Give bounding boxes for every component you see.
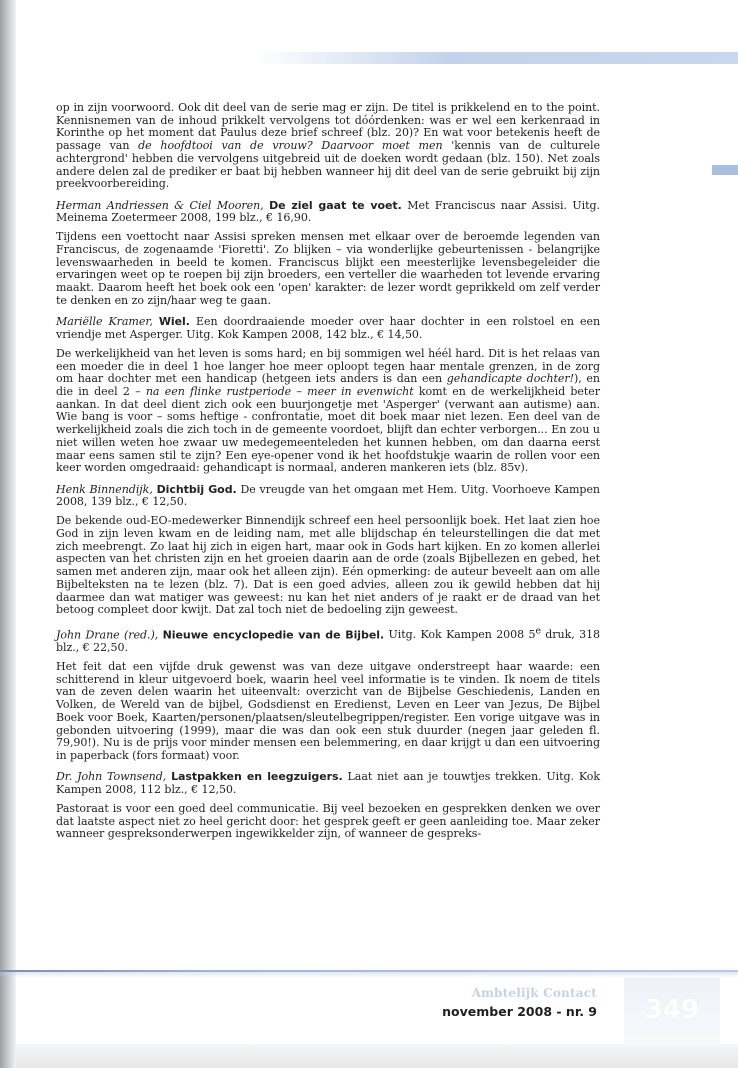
review-title: Lastpakken en leegzuigers. (171, 770, 343, 784)
review-details: De vreugde van het omgaan met Hem. Uitg. Voorhoeve Kampen 2008, 139 blz., € 12,50. (56, 482, 601, 509)
review-heading-5 (56, 771, 600, 796)
article-body (56, 102, 600, 850)
review-author: Dr. John Townsend, (56, 770, 167, 784)
page-number: 349 (644, 995, 700, 1025)
review-author: Herman Andriessen & Ciel Mooren, (56, 198, 264, 212)
review-details: Uitg. Kok Kampen 2008 5e druk, 318 blz., € 22,50. (56, 625, 601, 654)
review-title: Wiel. (158, 315, 190, 329)
review-body-5: Pastoraat is voor een goed deel communicatie. Bij veel bezoeken en gesprekken denken we over dat laatste aspect niet zo heel gericht door: het gesprek geeft er geen aanleiding toe. Maar zeker wanneer gespreksonderwerpen ingewikkelder zijn, of wanneer de gespreks- (56, 802, 600, 841)
header-band (255, 52, 738, 64)
review-body-2: De werkelijkheid van het leven is soms hard; en bij sommigen wel héél hard. Dit is het relaas van een moeder die in deel 1 hoe langer hoe meer oploopt tegen haar mentale grenzen, in de zorg om haar dochter met een handicap (hetgeen iets anders is dan een gehandicapte dochter!), en die in deel 2 – na een flinke rustperiode – meer in evenwicht komt en de werkelijkheid beter aankan. In dat deel dient zich ook een buurjongetje met 'Asperger' (verwant aan autisme) aan. Wie bang is voor – soms heftige - confrontatie, moet dit boek maar niet lezen. Een deel van de werkelijkheid zoals die zich toch in de gemeente voordoet, blijft dan echter verborgen... En zou u niet willen weten hoe zwaar uw medegemeenteleden het kunnen hebben, om dan daarna eerst maar eens samen stil te zijn? Een eye-opener vond ik het hoofdstukje waarin de rollen voor een keer worden omgedraaid: gehandicapt is normaal, anderen mankeren iets (blz. 85v). (56, 346, 601, 475)
issue-label: november 2008 - nr. 9 (442, 1004, 597, 1019)
review-details: Met Franciscus naar Assisi. Uitg. Meinema Zoetermeer 2008, 199 blz., € 16,90. (56, 198, 601, 225)
review-body-3: De bekende oud-EO-medewerker Binnendijk schreef een heel persoonlijk boek. Het laat zien hoe God in zijn leven kwam en de leiding nam, met alle blijdschap én teleurstellingen die dat met zich meebrengt. Zo laat hij zich in eigen hart, maar ook in Gods hart kijken. En zo komen allerlei aspecten van het christen zijn en het groeien daarin aan de orde (zoals Bijbellezen en gebed, het samen met anderen zijn, maar ook het alleen zijn). Eén opmerking: de auteur beveelt aan om alle Bijbelteksten na te lezen (blz. 7). Dat is een goed advies, alleen zou ik gewild hebben dat hij daarmee dan wat matiger was geweest: nu kan het niet anders of je raakt er de draad van het betoog compleet door kwijt. Dat zal toch niet de bedoeling zijn geweest. (56, 514, 600, 617)
magazine-name: Ambtelijk Contact (471, 986, 597, 1000)
review-details: Laat niet aan je touwtjes trekken. Uitg. Kok Kampen 2008, 112 blz., € 12,50. (56, 770, 600, 796)
margin-tab-marker (712, 165, 738, 175)
review-author: Henk Binnendijk, (56, 482, 153, 496)
page-edge (0, 0, 16, 1068)
intro-paragraph: op in zijn voorwoord. Ook dit deel van de serie mag er zijn. De titel is prikkelend en to the point. Kennisnemen van de inhoud prikkelt vervolgens tot dóórdenken: was er wel een kerkenraad in Korinthe op het moment dat Paulus deze brief schreef (blz. 20)? En wat voor betekenis heeft de passage van de hoofdtooi van de vrouw? Daarvoor moet men 'kennis van de culturele achtergrond' hebben die vervolgens uitgebreid uit de doeken wordt gedaan (blz. 150). Net zoals andere delen zal de prediker er baat bij hebben wanneer hij dit deel van de serie gebruikt bij zijn preekvoorbereiding. (56, 101, 600, 191)
review-author: Mariëlle Kramer, (56, 315, 153, 329)
review-title: De ziel gaat te voet. (269, 198, 402, 212)
review-title: Nieuwe encyclopedie van de Bijbel. (162, 628, 385, 642)
bottom-edge (16, 1044, 738, 1068)
review-body-4: Het feit dat een vijfde druk gewenst was van deze uitgave onderstreept haar waarde: een schitterend in kleur uitgevoerd boek, waarin heel veel informatie is te vinden. Ik noem de titels van de zeven delen waarin het uiteenvalt: overzicht van de Bijbelse Geschiedenis, Landen en Volken, de Wereld van de bijbel, Godsdienst en Eredienst, Leven en Leer van Jezus, De Bijbel Boek voor Boek, Kaarten/personen/plaatsen/sleutelbegrippen/register. Een vorige uitgave was in gebonden uitvoering (1999), maar die was dan ook een stuk duurder (negen jaar geleden fl. 79,90!). Nu is de prijs voor minder mensen een belemmering, en daar krijgt u dan een uitvoering in paperback (fors formaat) voor. (56, 660, 600, 762)
review-body-1: Tijdens een voettocht naar Assisi spreken mensen met elkaar over de beroemde legenden van Franciscus, de zogenaamde 'Fioretti'. Zo blijken – via wonderlijke gebeurtenissen - belangrijke levenswaarheden in beeld te komen. Franciscus blijkt een meesterlijke levensbegeleider die ervaringen weet op te roepen bij zijn broeders, een verteller die waarheden tot levende ervaring maakt. Daarom heeft het boek ook een 'open' karakter: de lezer wordt geprikkeld om zelf verder te denken en zo zijn/haar weg te gaan. (56, 230, 600, 307)
review-heading-2 (56, 316, 600, 341)
review-heading-1 (56, 200, 600, 225)
review-title: Dichtbij God. (156, 482, 237, 496)
review-details: Een doordraaiende moeder over haar dochter in een rolstoel en een vriendje met Asperger. Uitg. Kok Kampen 2008, 142 blz., € 14,50. (56, 315, 601, 341)
review-heading-4 (56, 626, 600, 655)
review-author: John Drane (red.), (56, 628, 159, 642)
review-heading-3 (56, 484, 600, 509)
